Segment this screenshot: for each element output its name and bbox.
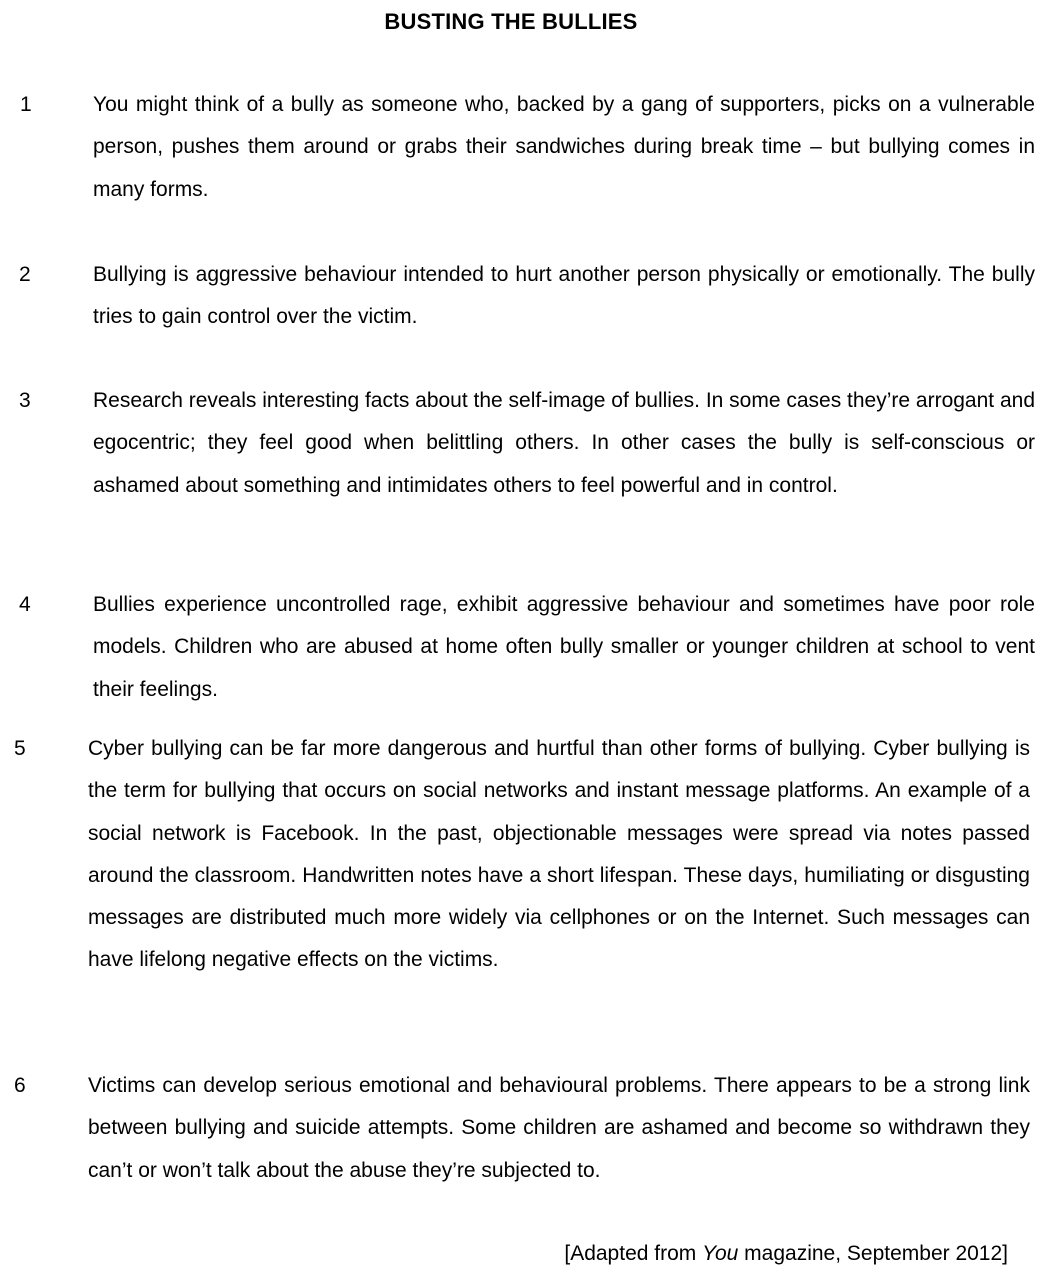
source-prefix: [Adapted from xyxy=(564,1242,703,1265)
paragraph-text: You might think of a bully as someone who, backed by a gang of supporters, picks on a vulnerable person, pushes them around or grabs their sandwiches during break time – but bullying comes in many forms. xyxy=(93,93,1035,201)
paragraph-number: 2 xyxy=(19,263,31,286)
paragraph-text: Bullying is aggressive behaviour intended to hurt another person physically or emotionally. The bully tries to gain control over the victim. xyxy=(93,263,1035,329)
paragraph-number: 6 xyxy=(14,1074,26,1097)
paragraph-number: 1 xyxy=(20,93,32,116)
paragraph-text: Victims can develop serious emotional and behavioural problems. There appears to be a strong link between bullying and suicide attempts. Some children are ashamed and become so withdrawn they can’t or won’t talk about the abuse they’re subjected to. xyxy=(88,1074,1030,1182)
source-citation xyxy=(564,1238,1008,1270)
source-suffix: magazine, September 2012] xyxy=(738,1242,1008,1265)
paragraph-number: 3 xyxy=(19,389,31,412)
paragraph-number: 5 xyxy=(14,737,26,760)
source-magazine-name: You xyxy=(702,1242,739,1265)
paragraph-text: Research reveals interesting facts about the self-image of bullies. In some cases they’re arrogant and egocentric; they feel good when belittling others. In other cases the bully is self-conscious or ashamed about something and intimidates others to feel powerful and in control. xyxy=(93,389,1035,497)
paragraph-text: Cyber bullying can be far more dangerous and hurtful than other forms of bullying. Cyber bullying is the term for bullying that occurs on social networks and instant message platforms. An example of a social network is Facebook. In the past, objectionable messages were spread via notes passed around the classroom. Handwritten notes have a short lifespan. These days, humiliating or disgusting messages are distributed much more widely via cellphones or on the Internet. Such messages can have lifelong negative effects on the victims. xyxy=(88,737,1030,972)
paragraph-text: Bullies experience uncontrolled rage, exhibit aggressive behaviour and sometimes have poor role models. Children who are abused at home often bully smaller or younger children at school to vent their feelings. xyxy=(93,593,1035,701)
paragraph-number: 4 xyxy=(19,593,31,616)
document-title: BUSTING THE BULLIES xyxy=(384,9,638,34)
